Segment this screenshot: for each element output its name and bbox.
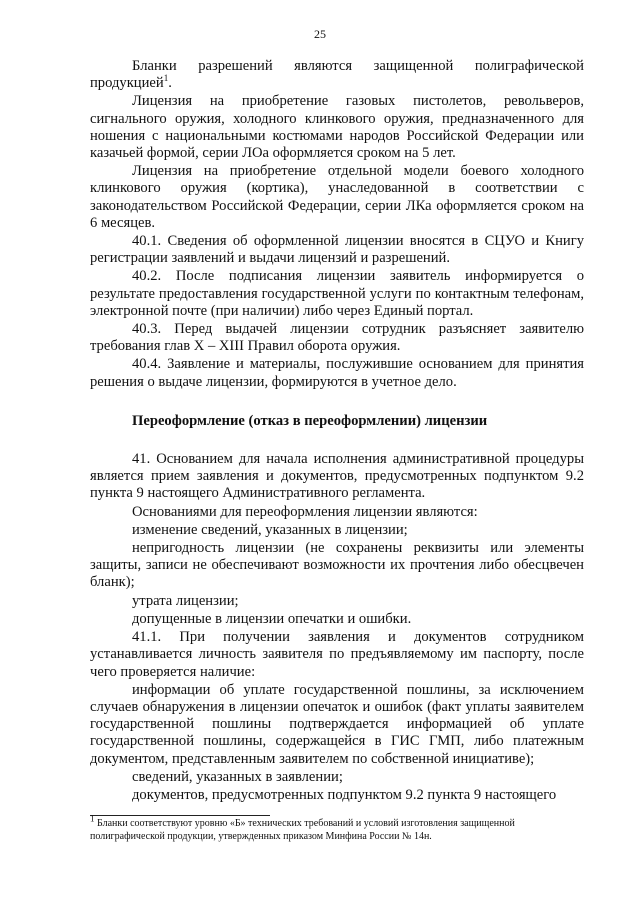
paragraph — [90, 504, 584, 521]
paragraph — [90, 321, 584, 355]
paragraph-text: 40.3. Перед выдачей лицензии сотрудник разъясняет заявителю требования глав X – XIII Правил оборота оружия. — [90, 321, 584, 355]
paragraph — [90, 769, 584, 786]
paragraph-text: сведений, указанных в заявлении; — [132, 768, 343, 785]
footnote-marker: 1 — [90, 813, 95, 824]
footnote-text: Бланки соответствуют уровню «Б» технических требований и условий изготовления защищенной полиграфической продукции, утвержденных приказом Минфина России № 14н. — [90, 818, 515, 842]
footnote — [90, 813, 584, 843]
footnote-divider — [90, 815, 270, 816]
paragraph — [90, 268, 584, 320]
paragraph-text: информации об уплате государственной пошлины, за исключением случаев обнаружения в лицензии опечаток и ошибок (факт уплаты заявителем государственной пошлины подтверждается информацией об уплате государственной пошлины, содержащейся в ГИС ГМП, либо платежным документом, представленным заявителем по собственной инициативе); — [90, 681, 584, 767]
paragraph-text: непригодность лицензии (не сохранены реквизиты или элементы защиты, записи не обеспечивают возможности их прочтения либо обесцвечен бланк); — [90, 540, 584, 591]
section-heading: Переоформление (отказ в переоформлении) лицензии — [132, 412, 488, 429]
paragraphs-top — [90, 58, 584, 391]
paragraph-text: 40.4. Заявление и материалы, послужившие основанием для принятия решения о выдаче лицензии, формируются в учетное дело. — [90, 356, 584, 390]
paragraph-text: Основаниями для переоформления лицензии являются: — [132, 503, 478, 520]
paragraph — [90, 356, 584, 390]
paragraph — [90, 787, 584, 804]
paragraph-text: Бланки разрешений являются защищенной полиграфической продукцией — [90, 58, 584, 92]
paragraph-text: 41.1. При получении заявления и документов сотрудником устанавливается личность заявителя по предъявляемому им паспорту, после чего проверяется наличие: — [90, 629, 584, 680]
paragraph-text: 40.2. После подписания лицензии заявитель информируется о результате предоставления государственной услуги по контактным телефонам, электронной почте (при наличии) либо через Единый портал. — [90, 268, 584, 319]
paragraph — [90, 611, 584, 628]
paragraph-text: 40.1. Сведения об оформленной лицензии вносятся в СЦУО и Книгу регистрации заявлений и выдачи лицензий и разрешений. — [90, 233, 584, 267]
footnote-ref: 1 — [163, 73, 169, 84]
paragraph — [90, 233, 584, 267]
paragraph-text: изменение сведений, указанных в лицензии; — [132, 521, 408, 538]
paragraphs-bottom — [90, 451, 584, 804]
paragraph — [90, 682, 584, 768]
paragraph — [90, 451, 584, 503]
paragraph-text: Лицензия на приобретение отдельной модели боевого холодного клинкового оружия (кортика), унаследованной в соответствии с законодательством Российской Федерации, серии ЛКа оформляется сроком на 6 месяцев. — [90, 163, 584, 231]
paragraph-text: утрата лицензии; — [132, 592, 239, 609]
document-body — [90, 58, 584, 805]
paragraph — [90, 540, 584, 592]
paragraph-text: Лицензия на приобретение газовых пистолетов, револьверов, сигнального оружия, холодного клинкового оружия, предназначенного для ношения с национальными костюмами народов Российской Федерации или казачьей формой, серии ЛОа оформляется сроком на 5 лет. — [90, 93, 584, 162]
paragraph — [90, 58, 584, 92]
paragraph-text: документов, предусмотренных подпунктом 9.2 пункта 9 настоящего — [132, 786, 557, 803]
paragraph-tail: . — [168, 75, 172, 92]
page-number: 25 — [314, 27, 326, 41]
paragraph — [90, 629, 584, 681]
paragraph — [90, 593, 584, 610]
paragraph-text: 41. Основанием для начала исполнения административной процедуры является прием заявления и документов, предусмотренных подпунктом 9.2 пункта 9 настоящего Административного регламента. — [90, 451, 584, 502]
paragraph — [90, 93, 584, 162]
paragraph — [90, 163, 584, 232]
paragraph — [90, 522, 584, 539]
paragraph-text: допущенные в лицензии опечатки и ошибки. — [132, 610, 412, 627]
